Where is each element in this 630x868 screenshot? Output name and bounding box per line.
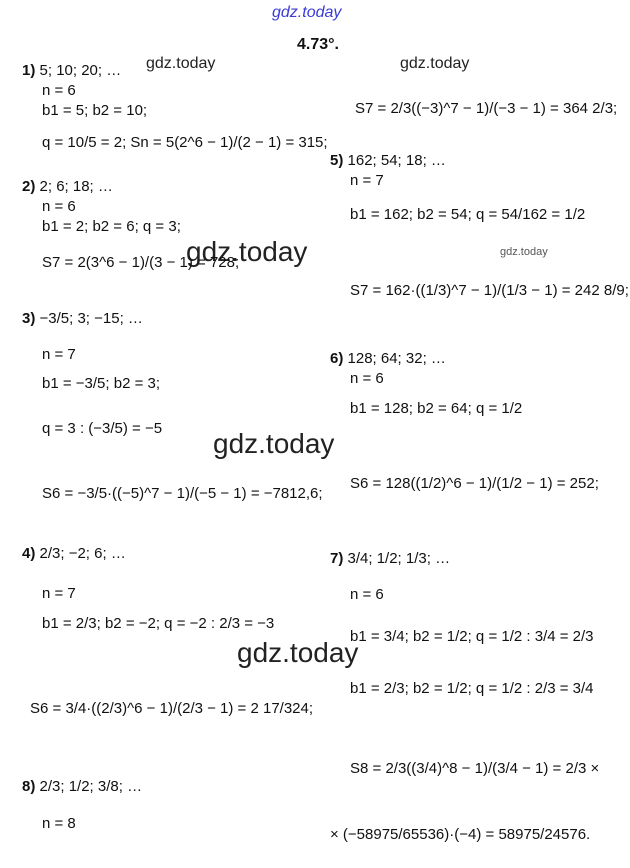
item-5-line: b1 = 162; b2 = 54; q = 54/162 = 1/2 xyxy=(350,206,586,223)
item-7-line: S8 = 2/3((3/4)^8 − 1)/(3/4 − 1) = 2/3 × xyxy=(350,760,600,777)
item-4-line: b1 = 2/3; b2 = −2; q = −2 : 2/3 = −3 xyxy=(42,615,275,632)
watermark: gdz.today xyxy=(237,637,359,668)
item-2-header: 2) 2; 6; 18; … xyxy=(22,178,113,195)
item-7-line: n = 6 xyxy=(350,586,384,603)
item-8-line: n = 8 xyxy=(42,815,76,832)
item-7-line: b1 = 3/4; b2 = 1/2; q = 1/2 : 3/4 = 2/3 xyxy=(350,628,594,645)
item-1-header: 1) 5; 10; 20; … xyxy=(22,62,122,79)
watermark-top: gdz.today xyxy=(272,4,342,21)
item-6-line: b1 = 128; b2 = 64; q = 1/2 xyxy=(350,400,523,417)
item-1-line: b1 = 5; b2 = 10; xyxy=(42,102,148,119)
item-3-line: b1 = −3/5; b2 = 3; xyxy=(42,375,161,392)
item-7-line: × (−58975/65536)·(−4) = 58975/24576. xyxy=(330,826,591,843)
watermark: gdz.today xyxy=(146,55,216,72)
item-7-header: 7) 3/4; 1/2; 1/3; … xyxy=(330,550,451,567)
watermark: gdz.today xyxy=(400,55,470,72)
item-4-header: 4) 2/3; −2; 6; … xyxy=(22,545,126,562)
item-1-line: q = 10/5 = 2; Sn = 5(2^6 − 1)/(2 − 1) = 315; xyxy=(42,134,328,151)
item-4-line: S6 = 3/4·((2/3)^6 − 1)/(2/3 − 1) = 2 17/324; xyxy=(30,700,314,717)
item-5-line: n = 7 xyxy=(350,172,384,189)
item-7-line: b1 = 2/3; b2 = 1/2; q = 1/2 : 2/3 = 3/4 xyxy=(350,680,594,697)
item-continuation-line: S7 = 2/3((−3)^7 − 1)/(−3 − 1) = 364 2/3; xyxy=(355,100,618,117)
item-6-header: 6) 128; 64; 32; … xyxy=(330,350,446,367)
item-5-line: S7 = 162·((1/3)^7 − 1)/(1/3 − 1) = 242 8/9; xyxy=(350,282,629,299)
watermark: gdz.today xyxy=(500,246,548,258)
item-3-line: n = 7 xyxy=(42,346,76,363)
item-3-line: q = 3 : (−3/5) = −5 xyxy=(42,420,163,437)
item-6-line: S6 = 128((1/2)^6 − 1)/(1/2 − 1) = 252; xyxy=(350,475,599,492)
item-2-line: n = 6 xyxy=(42,198,76,215)
problem-title: 4.73°. xyxy=(297,36,339,53)
item-3-header: 3) −3/5; 3; −15; … xyxy=(22,310,143,327)
watermark: gdz.today xyxy=(186,236,308,267)
watermark: gdz.today xyxy=(213,428,335,459)
item-6-line: n = 6 xyxy=(350,370,384,387)
item-5-header: 5) 162; 54; 18; … xyxy=(330,152,446,169)
item-1-line: n = 6 xyxy=(42,82,76,99)
item-3-line: S6 = −3/5·((−5)^7 − 1)/(−5 − 1) = −7812,6; xyxy=(42,485,323,502)
item-2-line: S7 = 2(3^6 − 1)/(3 − 1) = 728; xyxy=(42,254,240,271)
item-2-line: b1 = 2; b2 = 6; q = 3; xyxy=(42,218,181,235)
item-4-line: n = 7 xyxy=(42,585,76,602)
item-8-header: 8) 2/3; 1/2; 3/8; … xyxy=(22,778,143,795)
